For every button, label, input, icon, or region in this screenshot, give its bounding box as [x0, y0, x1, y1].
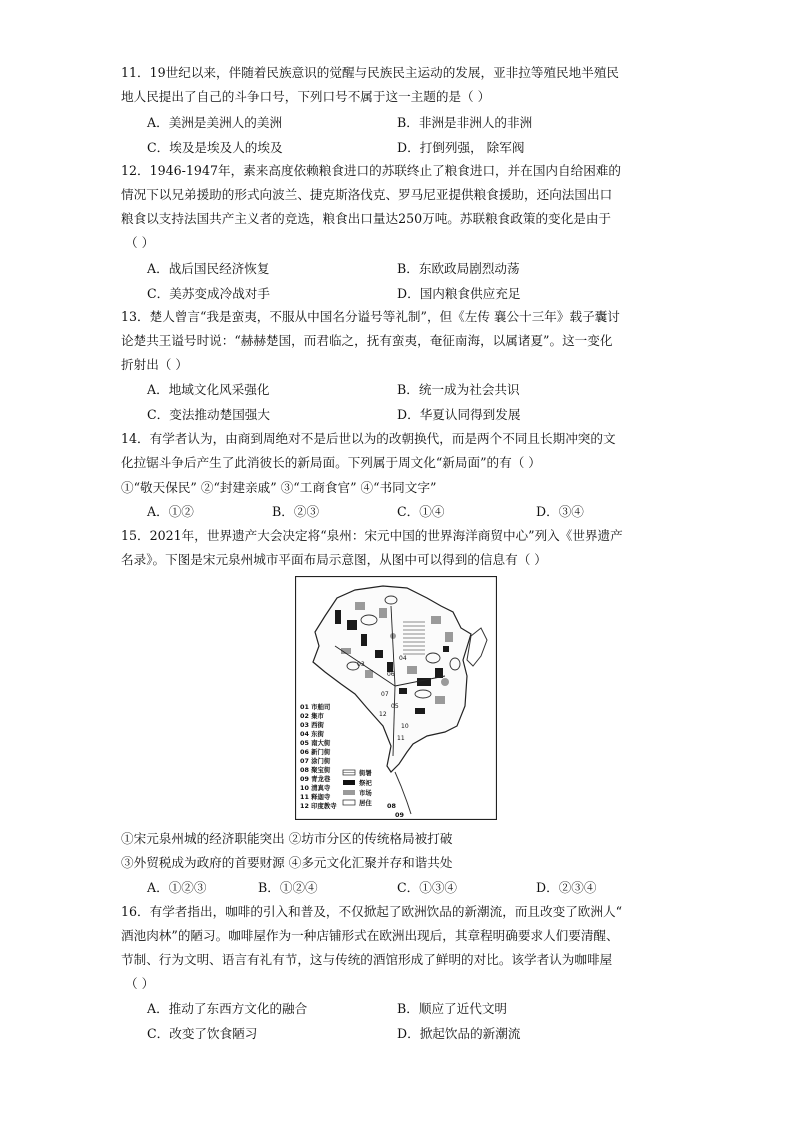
q15-items-line1: ①宋元泉州城的经济职能突出 ②坊市分区的传统格局被打破: [121, 831, 453, 846]
q16-option-b: B．顺应了近代文明: [397, 1001, 508, 1016]
q14-stem-line1: 14．有学者认为，由商到周绝对不是后世以为的改朝换代，而是两个不同且长期冲突的文: [121, 431, 616, 446]
q16-option-d: D．掀起饮品的新潮流: [397, 1026, 521, 1041]
q14-option-c: C．①④: [397, 504, 445, 519]
q15-option-d: D．②③④: [536, 880, 597, 895]
q13-stem-line1: 13．楚人曾言“我是蛮夷，不服从中国名分谥号等礼制”，但《左传 襄公十三年》载子囊讨: [121, 309, 620, 324]
map-bottom-label-09: 09: [395, 811, 404, 819]
q16-stem-line3: 节制、行为文明、语言有礼有节，这与传统的酒馆形成了鲜明的对比。该学者认为咖啡屋: [121, 952, 613, 967]
q12-stem-line2: 情况下以兄弟援助的形式向波兰、捷克斯洛伐克、罗马尼亚提供粮食援助，还向法国出口: [121, 187, 613, 202]
q14-stem-line2: 化拉锯斗争后产生了此消彼长的新局面。下列属于周文化“新局面”的有（ ）: [121, 455, 541, 470]
q15-items-line2: ③外贸税成为政府的首要财源 ④多元文化汇聚并存和谐共处: [121, 855, 453, 870]
q15-stem-line1: 15．2021年，世界遗产大会决定将“泉州：宋元中国的世界海洋商贸中心”列入《世界遗产: [121, 528, 623, 543]
q12-option-a: A．战后国民经济恢复: [147, 261, 270, 276]
q13-option-c: C．变法推动楚国强大: [147, 407, 270, 422]
legend-08: 08 聚宝街: [300, 766, 331, 774]
q11-option-c: C．埃及是埃及人的埃及: [147, 140, 283, 155]
map-bottom-label-08: 08: [387, 802, 396, 810]
q13-option-d: D．华夏认同得到发展: [397, 407, 521, 422]
q14-items: ①“敬天保民” ②“封建亲戚” ③“工商食官” ④“书同文字”: [121, 480, 437, 495]
map-number-05: 05: [391, 703, 399, 710]
q14-option-a: A．①②: [147, 504, 194, 519]
legend-07: 07 涂门街: [300, 757, 331, 765]
legend-type-worship: 祭祀: [359, 779, 372, 787]
q16-stem-line1: 16．有学者指出，咖啡的引入和普及，不仅掀起了欧洲饮品的新潮流，而且改变了欧洲人“: [121, 904, 623, 919]
legend-03: 03 西街: [300, 721, 324, 729]
q12-option-c: C．美苏变成冷战对手: [147, 286, 270, 301]
q12-option-d: D．国内粮食供应充足: [397, 286, 521, 301]
q11-stem-line1: 11．19世纪以来，伴随着民族意识的觉醒与民族民主运动的发展，亚非拉等殖民地半殖民: [121, 65, 620, 80]
q16-stem-line4: （ ）: [125, 976, 155, 991]
q15-option-b: B．①②④: [258, 880, 318, 895]
q14-option-d: D．③④: [536, 504, 584, 519]
q12-stem-line3: 粮食以支持法国共产主义者的竞选，粮食出口量达250万吨。苏联粮食政策的变化是由于: [121, 211, 612, 226]
map-number-03: 03: [357, 661, 365, 668]
q14-option-b: B．②③: [272, 504, 320, 519]
legend-type-residence: 居住: [359, 799, 372, 807]
q15-option-a: A．①②③: [147, 880, 207, 895]
q15-stem-line2: 名录》。下图是宋元泉州城市平面布局示意图，从图中可以得到的信息有（ ）: [121, 552, 547, 567]
q11-option-d: D．打倒列强， 除军阀: [397, 140, 525, 155]
q13-stem-line2: 论楚共王谥号时说：“赫赫楚国，而君临之，抚有蛮夷，奄征南海，以属诸夏”。这一变化: [121, 333, 613, 348]
q11-stem-line2: 地人民提出了自己的斗争口号，下列口号不属于这一主题的是（ ）: [121, 89, 491, 104]
legend-12: 12 印度教寺: [300, 802, 337, 810]
q13-stem-line3: 折射出（ ）: [121, 357, 188, 372]
map-number-07: 07: [381, 691, 389, 698]
quanzhou-city-map: [295, 576, 497, 820]
legend-06: 06 新门街: [300, 748, 331, 756]
map-number-04: 04: [399, 655, 407, 662]
legend-04: 04 东街: [300, 730, 324, 738]
legend-02: 02 集市: [300, 712, 324, 720]
q13-option-a: A．地域文化风采强化: [147, 382, 270, 397]
q16-option-c: C．改变了饮食陋习: [147, 1026, 258, 1041]
legend-11: 11 释迦寺: [300, 793, 331, 801]
legend-type-market: 市场: [359, 789, 372, 797]
legend-05: 05 南大街: [300, 739, 331, 747]
map-number-12: 12: [379, 711, 387, 718]
q13-option-b: B．统一成为社会共识: [397, 382, 520, 397]
q12-stem-line4: （ ）: [125, 235, 155, 250]
q11-option-b: B．非洲是非洲人的非洲: [397, 115, 533, 130]
q12-option-b: B．东欧政局剧烈动荡: [397, 261, 520, 276]
map-number-10: 10: [401, 723, 409, 730]
q11-option-a: A．美洲是美洲人的美洲: [147, 115, 283, 130]
map-number-11: 11: [397, 735, 405, 742]
q15-option-c: C．①③④: [397, 880, 458, 895]
legend-09: 09 青龙巷: [300, 775, 331, 783]
legend-type-office: 街署: [359, 769, 372, 777]
legend-10: 10 清真寺: [300, 784, 331, 792]
q12-stem-line1: 12．1946-1947年，素来高度依赖粮食进口的苏联终止了粮食进口，并在国内自给困难的: [121, 163, 621, 178]
legend-01: 01 市舶司: [300, 703, 331, 711]
q16-option-a: A．推动了东西方文化的融合: [147, 1001, 308, 1016]
q16-stem-line2: 酒池肉林”的陋习。咖啡屋作为一种店铺形式在欧洲出现后，其章程明确要求人们要清醒、: [121, 928, 619, 943]
map-number-06: 06: [387, 671, 395, 678]
